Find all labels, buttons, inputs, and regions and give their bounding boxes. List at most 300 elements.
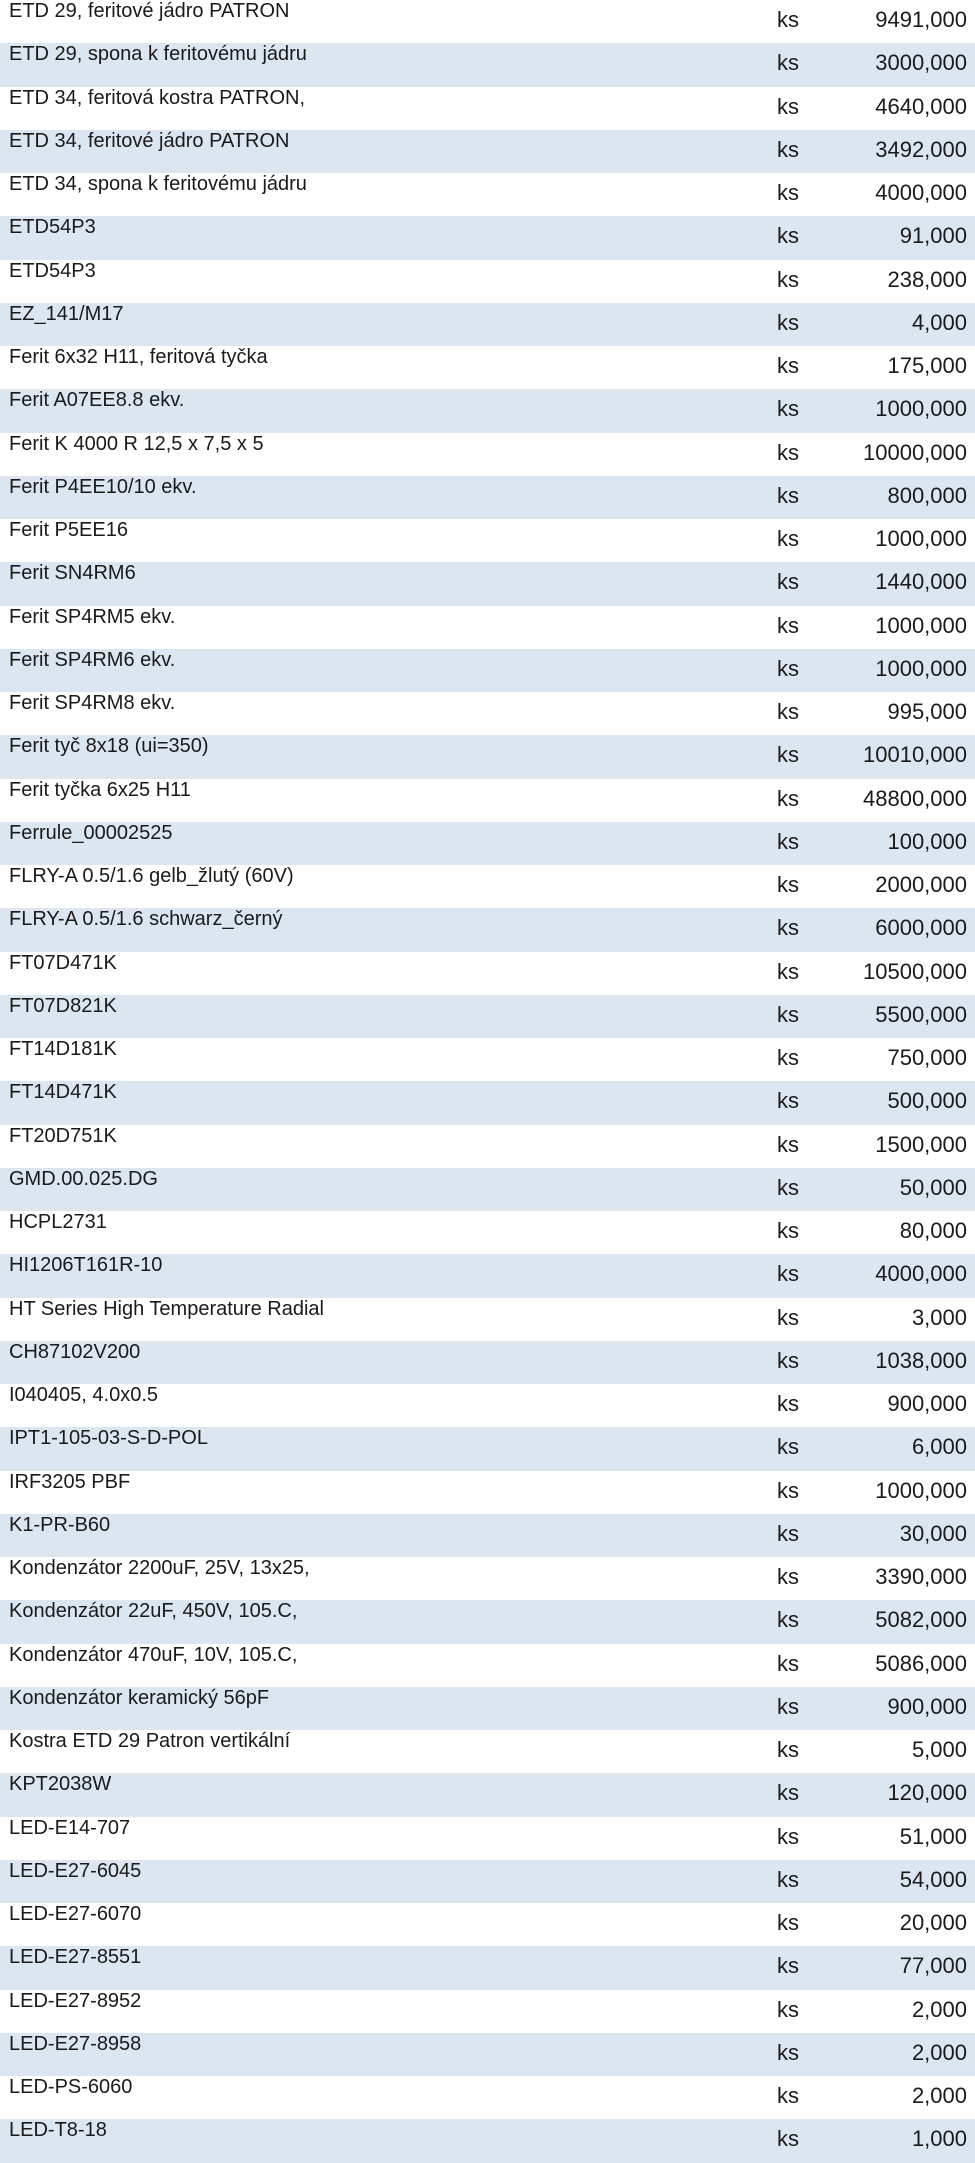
item-name-cell: [0, 260, 769, 303]
item-name: Ferrule_00002525: [9, 821, 173, 844]
item-quantity: 4000,000: [875, 180, 967, 205]
item-name-cell: [0, 1211, 769, 1254]
item-quantity: 54,000: [899, 1866, 967, 1892]
item-quantity-cell: [847, 1125, 975, 1168]
item-quantity: 1500,000: [875, 1131, 967, 1157]
item-quantity-cell: [847, 173, 975, 216]
item-quantity: 3000,000: [875, 50, 967, 76]
item-unit-cell: [769, 1687, 847, 1730]
item-unit-cell: [769, 606, 847, 649]
item-unit-cell: [769, 1817, 847, 1860]
item-name: ETD 29, spona k feritovému jádru: [9, 43, 307, 66]
item-quantity: 175,000: [887, 353, 967, 378]
item-unit-cell: [769, 43, 847, 86]
item-unit-cell: [769, 865, 847, 908]
item-quantity: 1000,000: [875, 655, 967, 681]
table-row: [0, 0, 975, 43]
item-unit: ks: [777, 180, 799, 205]
item-quantity: 5,000: [911, 1737, 967, 1762]
item-quantity-cell: [847, 735, 975, 778]
item-name-cell: [0, 1384, 769, 1427]
item-quantity: 1000,000: [875, 396, 967, 422]
item-unit-cell: [769, 346, 847, 389]
item-unit-cell: [769, 649, 847, 692]
item-name: FLRY-A 0.5/1.6 gelb_žlutý (60V): [9, 865, 294, 887]
item-unit: ks: [777, 569, 799, 595]
item-unit-cell: [769, 1384, 847, 1427]
item-unit-cell: [769, 735, 847, 778]
item-unit-cell: [769, 173, 847, 216]
item-name-cell: [0, 1168, 769, 1211]
item-name: FT20D751K: [9, 1124, 117, 1147]
item-name-cell: [0, 1298, 769, 1341]
item-quantity: 51,000: [899, 1823, 967, 1849]
item-unit: ks: [777, 223, 799, 249]
item-quantity: 900,000: [887, 1391, 967, 1416]
item-name: Kondenzátor 2200uF, 25V, 13x25,: [9, 1557, 310, 1579]
table-row: [0, 1341, 975, 1384]
item-name-cell: [0, 2033, 769, 2076]
item-quantity: 1000,000: [875, 526, 967, 551]
item-name-cell: [0, 1514, 769, 1557]
item-name: CH87102V200: [9, 1340, 141, 1363]
item-name-cell: [0, 87, 769, 130]
table-row: [0, 1298, 975, 1341]
item-quantity-cell: [847, 1168, 975, 1211]
item-quantity-cell: [847, 1298, 975, 1341]
item-unit: ks: [777, 1650, 799, 1676]
item-name-cell: [0, 606, 769, 649]
item-quantity: 1000,000: [875, 1477, 967, 1503]
item-name-cell: [0, 692, 769, 735]
item-name-cell: [0, 0, 769, 43]
item-unit-cell: [769, 1298, 847, 1341]
item-name-cell: [0, 952, 769, 995]
item-name: Ferit P4EE10/10 ekv.: [9, 475, 197, 498]
item-quantity-cell: [847, 1990, 975, 2033]
item-name: Ferit A07EE8.8 ekv.: [9, 389, 185, 412]
item-name-cell: [0, 1557, 769, 1600]
table-row: [0, 1427, 975, 1470]
item-quantity: 6000,000: [875, 915, 967, 941]
item-name-cell: [0, 1687, 769, 1730]
item-name: Kondenzátor keramický 56pF: [9, 1686, 270, 1709]
item-name: LED-E27-6070: [9, 1903, 142, 1925]
item-name: HCPL2731: [9, 1211, 107, 1233]
item-name-cell: [0, 216, 769, 259]
item-name-cell: [0, 1125, 769, 1168]
item-name-cell: [0, 1903, 769, 1946]
item-unit: ks: [777, 1434, 799, 1460]
item-name-cell: [0, 865, 769, 908]
item-quantity-cell: [847, 1038, 975, 1081]
item-name: ETD54P3: [9, 216, 96, 239]
item-quantity-cell: [847, 1254, 975, 1297]
item-quantity: 9491,000: [875, 7, 967, 32]
table-row: [0, 476, 975, 519]
item-quantity-cell: [847, 216, 975, 259]
table-row: [0, 649, 975, 692]
item-quantity-cell: [847, 1514, 975, 1557]
item-quantity: 4640,000: [875, 93, 967, 119]
item-name: ETD 34, feritová kostra PATRON,: [9, 86, 306, 109]
item-name-cell: [0, 1644, 769, 1687]
item-name: ETD 29, feritové jádro PATRON: [9, 0, 290, 22]
item-name: Ferit K 4000 R 12,5 x 7,5 x 5: [9, 432, 264, 455]
item-unit: ks: [777, 1045, 799, 1070]
item-quantity: 91,000: [899, 223, 967, 249]
item-name: Kondenzátor 470uF, 10V, 105.C,: [9, 1643, 298, 1666]
item-unit: ks: [777, 1737, 799, 1762]
item-name-cell: [0, 1773, 769, 1816]
table-row: [0, 1903, 975, 1946]
item-quantity-cell: [847, 87, 975, 130]
item-unit-cell: [769, 2033, 847, 2076]
item-name: LED-PS-6060: [9, 2076, 133, 2098]
item-name: LED-E14-707: [9, 1816, 131, 1839]
item-name: FT14D181K: [9, 1038, 117, 1060]
item-name: ETD 34, spona k feritovému jádru: [9, 173, 307, 195]
item-quantity: 2,000: [911, 2039, 967, 2065]
item-quantity-cell: [847, 908, 975, 951]
table-row: [0, 1254, 975, 1297]
item-quantity: 1038,000: [875, 1347, 967, 1373]
item-unit: ks: [777, 2083, 799, 2108]
item-unit-cell: [769, 1730, 847, 1773]
item-quantity: 800,000: [887, 482, 967, 508]
item-quantity: 20,000: [899, 1910, 967, 1935]
item-unit: ks: [777, 1780, 799, 1806]
table-row: [0, 1557, 975, 1600]
item-unit: ks: [777, 958, 799, 984]
item-quantity: 10500,000: [863, 958, 967, 984]
item-quantity: 238,000: [887, 266, 967, 292]
item-quantity-cell: [847, 1600, 975, 1643]
item-quantity-cell: [847, 1817, 975, 1860]
table-row: [0, 779, 975, 822]
item-unit: ks: [777, 266, 799, 292]
item-name-cell: [0, 1600, 769, 1643]
item-name: Ferit SP4RM6 ekv.: [9, 648, 176, 671]
table-row: [0, 1081, 975, 1124]
item-unit: ks: [777, 1520, 799, 1546]
item-quantity-cell: [847, 43, 975, 86]
item-name-cell: [0, 389, 769, 432]
item-name-cell: [0, 1730, 769, 1773]
item-name: Ferit SP4RM8 ekv.: [9, 692, 176, 714]
item-unit-cell: [769, 908, 847, 951]
item-quantity-cell: [847, 519, 975, 562]
item-unit: ks: [777, 526, 799, 551]
table-row: [0, 1946, 975, 1989]
item-unit-cell: [769, 1990, 847, 2033]
item-quantity: 4000,000: [875, 1261, 967, 1287]
item-unit-cell: [769, 1773, 847, 1816]
item-unit: ks: [777, 1953, 799, 1979]
item-unit: ks: [777, 396, 799, 422]
item-name-cell: [0, 130, 769, 173]
item-unit-cell: [769, 0, 847, 43]
item-name-cell: [0, 1081, 769, 1124]
table-row: [0, 1990, 975, 2033]
item-quantity-cell: [847, 952, 975, 995]
item-name-cell: [0, 1038, 769, 1081]
item-name: HT Series High Temperature Radial: [9, 1297, 324, 1320]
item-unit: ks: [777, 309, 799, 335]
item-name-cell: [0, 433, 769, 476]
table-row: [0, 692, 975, 735]
item-quantity-cell: [847, 822, 975, 865]
table-row: [0, 1860, 975, 1903]
table-row: [0, 2033, 975, 2076]
item-name: Kostra ETD 29 Patron vertikální: [9, 1730, 291, 1752]
item-name-cell: [0, 649, 769, 692]
item-unit: ks: [777, 482, 799, 508]
item-name-cell: [0, 1341, 769, 1384]
item-quantity-cell: [847, 1860, 975, 1903]
table-row: [0, 1471, 975, 1514]
item-quantity-cell: [847, 649, 975, 692]
item-name-cell: [0, 519, 769, 562]
item-quantity: 3492,000: [875, 136, 967, 162]
item-unit: ks: [777, 1477, 799, 1503]
item-name: GMD.00.025.DG: [9, 1167, 158, 1190]
item-unit: ks: [777, 785, 799, 811]
item-unit: ks: [777, 136, 799, 162]
table-row: [0, 173, 975, 216]
item-name: FLRY-A 0.5/1.6 schwarz_černý: [9, 908, 283, 931]
table-row: [0, 1514, 975, 1557]
item-quantity: 6,000: [911, 1434, 967, 1460]
item-name: Ferit SN4RM6: [9, 562, 136, 585]
table-row: [0, 995, 975, 1038]
item-quantity-cell: [847, 476, 975, 519]
item-quantity-cell: [847, 303, 975, 346]
item-quantity-cell: [847, 1644, 975, 1687]
item-quantity: 750,000: [887, 1045, 967, 1070]
table-row: [0, 519, 975, 562]
item-quantity-cell: [847, 606, 975, 649]
item-unit-cell: [769, 1946, 847, 1989]
item-unit-cell: [769, 1125, 847, 1168]
item-unit: ks: [777, 1131, 799, 1157]
item-unit-cell: [769, 389, 847, 432]
item-quantity-cell: [847, 865, 975, 908]
item-quantity-cell: [847, 2033, 975, 2076]
item-quantity: 900,000: [887, 1693, 967, 1719]
table-row: [0, 303, 975, 346]
item-unit-cell: [769, 1038, 847, 1081]
item-unit: ks: [777, 742, 799, 768]
table-row: [0, 346, 975, 389]
table-row: [0, 1644, 975, 1687]
item-quantity: 77,000: [899, 1953, 967, 1979]
item-unit-cell: [769, 1081, 847, 1124]
item-quantity: 5082,000: [875, 1607, 967, 1633]
item-name-cell: [0, 303, 769, 346]
table-row: [0, 865, 975, 908]
item-unit: ks: [777, 353, 799, 378]
item-unit: ks: [777, 1823, 799, 1849]
item-unit: ks: [777, 1261, 799, 1287]
item-name: Ferit 6x32 H11, feritová tyčka: [9, 346, 268, 368]
item-name-cell: [0, 995, 769, 1038]
item-unit: ks: [777, 1304, 799, 1330]
item-unit-cell: [769, 692, 847, 735]
item-unit: ks: [777, 612, 799, 638]
item-name-cell: [0, 2119, 769, 2162]
item-unit: ks: [777, 1218, 799, 1243]
item-unit-cell: [769, 1427, 847, 1470]
table-row: [0, 433, 975, 476]
item-quantity-cell: [847, 1427, 975, 1470]
item-name-cell: [0, 173, 769, 216]
item-quantity-cell: [847, 346, 975, 389]
item-quantity-cell: [847, 1211, 975, 1254]
item-unit-cell: [769, 1600, 847, 1643]
item-quantity-cell: [847, 1730, 975, 1773]
item-name: KPT2038W: [9, 1773, 112, 1796]
item-name-cell: [0, 779, 769, 822]
item-name: FT07D821K: [9, 994, 117, 1017]
item-unit: ks: [777, 655, 799, 681]
item-quantity-cell: [847, 995, 975, 1038]
item-unit-cell: [769, 1341, 847, 1384]
item-quantity: 2000,000: [875, 872, 967, 897]
item-quantity-cell: [847, 2119, 975, 2162]
item-name: I040405, 4.0x0.5: [9, 1384, 159, 1406]
item-quantity-cell: [847, 433, 975, 476]
item-name-cell: [0, 1817, 769, 1860]
item-quantity: 1440,000: [875, 569, 967, 595]
item-unit-cell: [769, 1471, 847, 1514]
item-quantity-cell: [847, 1557, 975, 1600]
item-name-cell: [0, 1427, 769, 1470]
item-quantity: 2,000: [911, 1996, 967, 2022]
table-row: [0, 389, 975, 432]
table-row: [0, 1687, 975, 1730]
item-quantity-cell: [847, 389, 975, 432]
item-name: Kondenzátor 22uF, 450V, 105.C,: [9, 1600, 298, 1623]
table-row: [0, 1168, 975, 1211]
item-quantity-cell: [847, 130, 975, 173]
item-quantity: 5086,000: [875, 1650, 967, 1676]
item-quantity: 1000,000: [875, 612, 967, 638]
item-quantity: 100,000: [887, 828, 967, 854]
item-quantity-cell: [847, 1773, 975, 1816]
table-row: [0, 2119, 975, 2162]
table-row: [0, 1730, 975, 1773]
item-unit: ks: [777, 1910, 799, 1935]
item-name: Ferit tyč 8x18 (ui=350): [9, 735, 209, 758]
item-name-cell: [0, 822, 769, 865]
table-row: [0, 216, 975, 259]
item-unit-cell: [769, 562, 847, 605]
item-name: EZ_141/M17: [9, 302, 124, 325]
item-name: FT07D471K: [9, 951, 117, 974]
item-name-cell: [0, 2076, 769, 2119]
item-unit-cell: [769, 87, 847, 130]
item-unit: ks: [777, 439, 799, 465]
item-quantity-cell: [847, 1946, 975, 1989]
item-name: IPT1-105-03-S-D-POL: [9, 1427, 208, 1450]
item-quantity: 120,000: [887, 1780, 967, 1806]
item-quantity-cell: [847, 1341, 975, 1384]
table-row: [0, 822, 975, 865]
item-unit-cell: [769, 1211, 847, 1254]
item-unit-cell: [769, 995, 847, 1038]
table-row: [0, 43, 975, 86]
item-unit-cell: [769, 1514, 847, 1557]
item-unit: ks: [777, 1088, 799, 1114]
table-row: [0, 1773, 975, 1816]
item-quantity-cell: [847, 1081, 975, 1124]
item-quantity: 10010,000: [863, 742, 967, 768]
item-quantity: 30,000: [899, 1520, 967, 1546]
item-quantity: 5500,000: [875, 1001, 967, 1027]
item-unit: ks: [777, 699, 799, 724]
item-name: LED-E27-6045: [9, 1859, 142, 1882]
table-row: [0, 606, 975, 649]
item-name: LED-E27-8952: [9, 1989, 142, 2012]
item-unit: ks: [777, 1001, 799, 1027]
table-row: [0, 1600, 975, 1643]
item-quantity-cell: [847, 562, 975, 605]
item-unit: ks: [777, 7, 799, 32]
item-unit: ks: [777, 1607, 799, 1633]
item-name-cell: [0, 908, 769, 951]
item-name-cell: [0, 1254, 769, 1297]
item-name-cell: [0, 43, 769, 86]
item-unit-cell: [769, 1557, 847, 1600]
item-name-cell: [0, 1990, 769, 2033]
item-name-cell: [0, 735, 769, 778]
item-unit-cell: [769, 216, 847, 259]
item-unit: ks: [777, 828, 799, 854]
item-name: Ferit P5EE16: [9, 519, 128, 541]
item-name: IRF3205 PBF: [9, 1470, 131, 1493]
item-quantity: 48800,000: [863, 785, 967, 811]
item-name-cell: [0, 346, 769, 389]
table-row: [0, 130, 975, 173]
item-name: Ferit tyčka 6x25 H11: [9, 778, 191, 801]
table-row: [0, 2076, 975, 2119]
item-quantity: 80,000: [899, 1218, 967, 1243]
item-quantity: 4,000: [911, 309, 967, 335]
item-name-cell: [0, 1946, 769, 1989]
item-unit: ks: [777, 1693, 799, 1719]
table-row: [0, 1125, 975, 1168]
item-quantity: 2,000: [911, 2083, 967, 2108]
item-name: HI1206T161R-10: [9, 1254, 163, 1277]
item-unit: ks: [777, 915, 799, 941]
item-quantity: 1,000: [911, 2126, 967, 2152]
item-name-cell: [0, 562, 769, 605]
item-unit-cell: [769, 433, 847, 476]
item-unit: ks: [777, 1996, 799, 2022]
item-unit: ks: [777, 2039, 799, 2065]
table-row: [0, 1038, 975, 1081]
item-unit-cell: [769, 130, 847, 173]
table-row: [0, 1211, 975, 1254]
item-unit: ks: [777, 1866, 799, 1892]
item-name: LED-T8-18: [9, 2119, 107, 2142]
item-quantity-cell: [847, 1687, 975, 1730]
item-quantity-cell: [847, 1903, 975, 1946]
item-unit: ks: [777, 872, 799, 897]
item-unit: ks: [777, 2126, 799, 2152]
item-name: K1-PR-B60: [9, 1513, 111, 1536]
